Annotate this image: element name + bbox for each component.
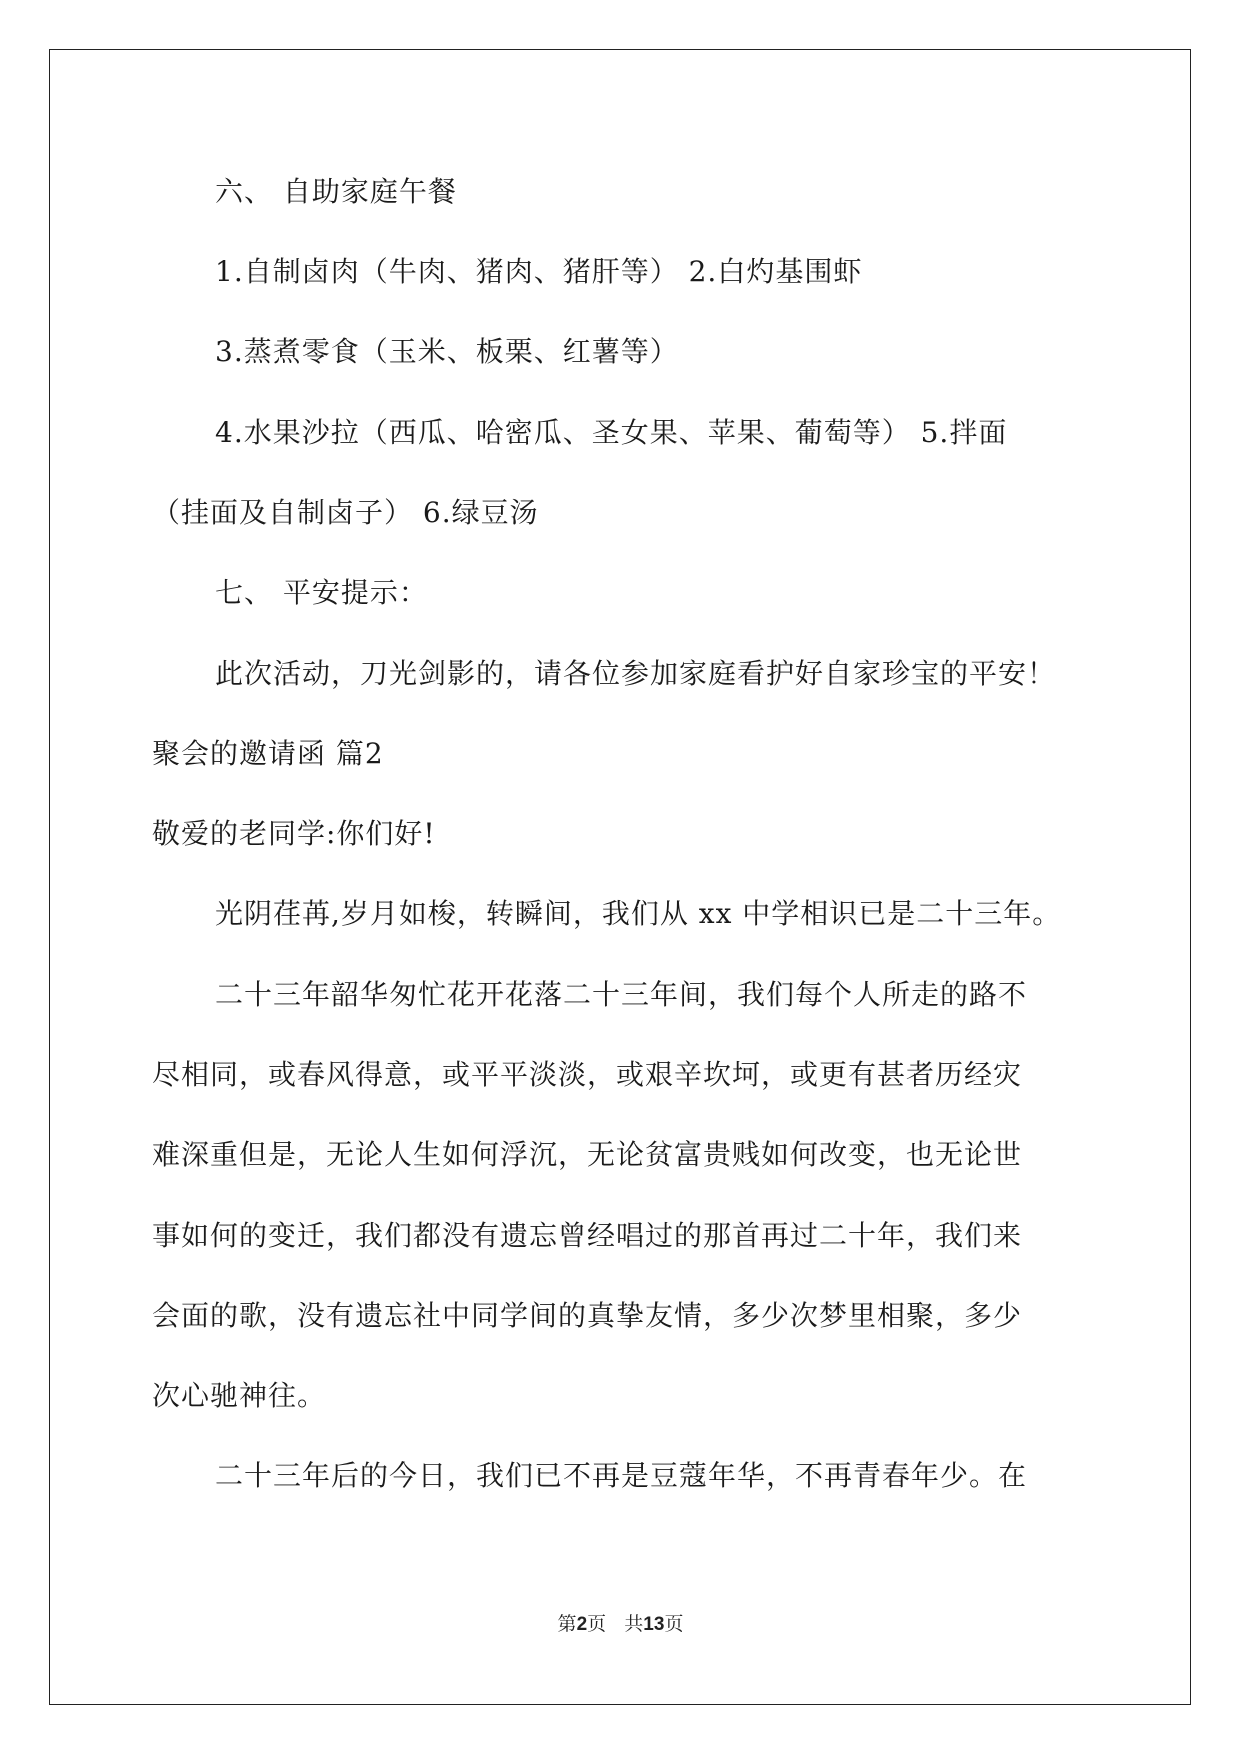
- paragraph-line: 事如何的变迁，我们都没有遗忘曾经唱过的那首再过二十年，我们来: [152, 1219, 1023, 1252]
- salutation: 敬爱的老同学:你们好!: [152, 817, 436, 850]
- paragraph-line: 光阴荏苒,岁月如梭，转瞬间，我们从 xx 中学相识已是二十三年。: [215, 897, 1062, 930]
- paragraph-line: 尽相同，或春风得意，或平平淡淡，或艰辛坎坷，或更有甚者历经灾: [152, 1058, 1023, 1091]
- paragraph-line: 次心驰神往。: [152, 1379, 327, 1412]
- menu-line-2: 3.蒸煮零食（玉米、板栗、红薯等）: [215, 335, 679, 368]
- paragraph-line: 难深重但是，无论人生如何浮沉，无论贫富贵贱如何改变，也无论世: [152, 1138, 1023, 1171]
- footer-total-pages: 13: [643, 1614, 665, 1635]
- paragraph-line: 会面的歌，没有遗忘社中同学间的真挚友情，多少次梦里相聚，多少: [152, 1299, 1023, 1332]
- section-heading-lunch: 六、 自助家庭午餐: [215, 175, 457, 208]
- menu-line-1: 1.自制卤肉（牛肉、猪肉、猪肝等） 2.白灼基围虾: [215, 255, 863, 288]
- footer-page-number: 2: [576, 1614, 588, 1635]
- article-title: 聚会的邀请函 篇2: [152, 737, 384, 770]
- footer-total-suffix: 页: [664, 1613, 684, 1635]
- menu-line-4: （挂面及自制卤子） 6.绿豆汤: [152, 496, 539, 529]
- footer-page-suffix: 页: [587, 1613, 607, 1635]
- footer-prefix: 第: [557, 1613, 577, 1635]
- paragraph-line: 二十三年后的今日，我们已不再是豆蔻年华，不再青春年少。在: [215, 1459, 1028, 1492]
- section-heading-safety: 七、 平安提示：: [215, 576, 428, 609]
- footer-total-prefix: 共: [624, 1613, 644, 1635]
- menu-line-3: 4.水果沙拉（西瓜、哈密瓜、圣女果、苹果、葡萄等） 5.拌面: [215, 416, 1008, 449]
- safety-text: 此次活动，刀光剑影的，请各位参加家庭看护好自家珍宝的平安！: [215, 657, 1057, 690]
- page-footer: [0, 1612, 1241, 1637]
- paragraph-line: 二十三年韶华匆忙花开花落二十三年间，我们每个人所走的路不: [215, 978, 1028, 1011]
